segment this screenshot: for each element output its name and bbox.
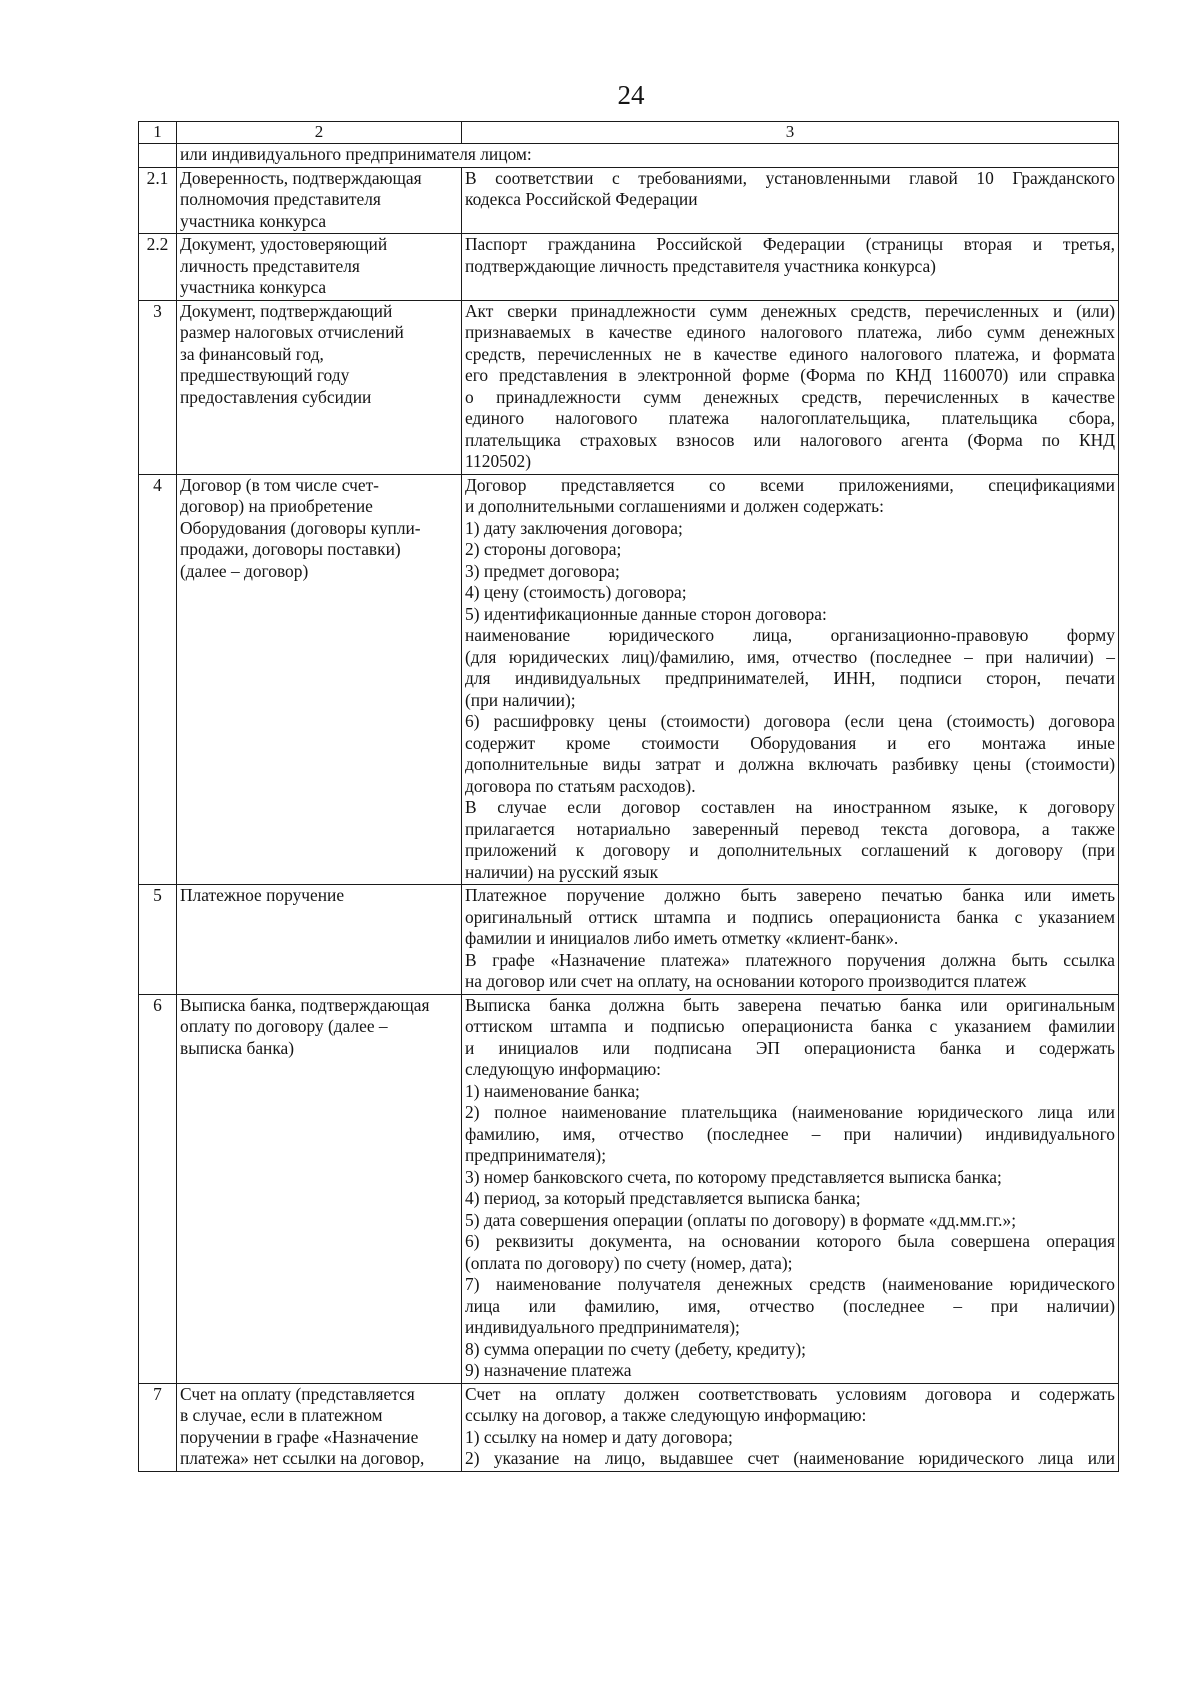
document-name-cell: [177, 167, 462, 234]
requirement-line: 4) цену (стоимость) договора;: [465, 582, 687, 602]
requirements-cell: [462, 234, 1119, 301]
table-row: [139, 167, 1119, 234]
document-name-line: за финансовый год,: [180, 343, 324, 364]
document-name-line: Договор (в том числе счет-: [180, 474, 379, 495]
requirement-line: (при наличии);: [465, 689, 576, 710]
document-name-line: Счет на оплату (представляется: [180, 1383, 415, 1404]
row-number: 2.2: [139, 234, 177, 301]
requirement-line: приложений к договору и дополнительных соглашений к договору (при: [465, 840, 1115, 860]
requirement-line: 5) дата совершения операции (оплаты по договору) в формате «дд.мм.гг.»;: [465, 1209, 1017, 1230]
requirement-line: единого налогового платежа налогоплательщика, плательщика сбора,: [465, 408, 1115, 428]
requirement-line: его представления в электронной форме (Форма по КНД 1160070) или справка: [465, 365, 1115, 385]
requirement-line: Счет на оплату должен соответствовать условиям договора и содержать: [465, 1383, 1115, 1404]
table-row: [139, 474, 1119, 885]
requirement-line: наименование юридического лица, организационно-правовую форму: [465, 625, 1115, 645]
document-name-cell: [177, 885, 462, 995]
requirements-cell: [462, 885, 1119, 995]
requirement-line: 2) полное наименование плательщика (наименование юридического лица или: [465, 1102, 1115, 1122]
document-name-line: Доверенность, подтверждающая: [180, 167, 422, 188]
document-name-line: Оборудования (договоры купли-: [180, 517, 421, 538]
requirement-line: подтверждающие личность представителя участника конкурса): [465, 255, 936, 276]
requirement-line: и дополнительными соглашениями и должен содержать:: [465, 496, 884, 516]
header-cell-3: 3: [462, 122, 1119, 144]
table-row: [139, 885, 1119, 995]
requirement-line: 2) стороны договора;: [465, 539, 622, 559]
row-number: 7: [139, 1383, 177, 1471]
requirement-line: фамилию, имя, отчество (последнее – при наличии) индивидуального: [465, 1123, 1115, 1144]
requirement-line: ссылку на договор, а также следующую информацию:: [465, 1405, 867, 1425]
document-name-line: участника конкурса: [180, 277, 327, 297]
requirements-cell: [462, 167, 1119, 234]
row-number: 6: [139, 994, 177, 1383]
requirements-cell: [462, 474, 1119, 885]
requirement-line: дополнительные виды затрат и должна включать разбивку цены (стоимости): [465, 754, 1115, 774]
continuation-row: [139, 144, 1119, 168]
requirement-line: 3) номер банковского счета, по которому представляется выписка банка;: [465, 1166, 1002, 1187]
document-name-line: (далее – договор): [180, 560, 309, 581]
document-name-line: продажи, договоры поставки): [180, 539, 401, 559]
document-name-line: договор) на приобретение: [180, 496, 373, 516]
requirement-line: 1) ссылку на номер и дату договора;: [465, 1426, 733, 1447]
document-name-line: выписка банка): [180, 1037, 295, 1058]
requirement-line: 1) наименование банка;: [465, 1080, 640, 1101]
requirement-line: договора по статьям расходов).: [465, 775, 696, 796]
requirement-line: В графе «Назначение платежа» платежного поручения должна быть ссылка: [465, 949, 1115, 970]
document-name-line: полномочия представителя: [180, 189, 381, 209]
requirement-line: В случае если договор составлен на иностранном языке, к договору: [465, 797, 1115, 817]
requirement-line: для индивидуальных предпринимателей, ИНН, подписи сторон, печати: [465, 668, 1115, 688]
document-name-line: предоставления субсидии: [180, 386, 372, 407]
document-name-line: Выписка банка, подтверждающая: [180, 994, 430, 1015]
document-name-line: Платежное поручение: [180, 885, 345, 905]
requirement-line: следующую информацию:: [465, 1059, 661, 1079]
documents-table: [138, 121, 1119, 1472]
header-cell-2: 2: [177, 122, 462, 144]
requirement-line: 8) сумма операции по счету (дебету, кредиту);: [465, 1338, 806, 1359]
requirement-line: (для юридических лиц)/фамилию, имя, отчество (последнее – при наличии) –: [465, 646, 1115, 667]
requirement-line: 3) предмет договора;: [465, 560, 620, 581]
requirement-line: 2) указание на лицо, выдавшее счет (наименование юридического лица или: [465, 1448, 1115, 1468]
requirement-line: признаваемых в качестве единого налогового платежа, либо сумм денежных: [465, 322, 1115, 342]
requirement-line: 1) дату заключения договора;: [465, 517, 683, 538]
requirement-line: 6) расшифровку цены (стоимости) договора (если цена (стоимость) договора: [465, 711, 1115, 731]
row-number: 4: [139, 474, 177, 885]
continuation-text: или индивидуального предпринимателя лицом:: [177, 144, 1119, 168]
row-number: 5: [139, 885, 177, 995]
document-name-line: Документ, удостоверяющий: [180, 234, 388, 254]
requirement-line: Выписка банка должна быть заверена печатью банка или оригинальным: [465, 994, 1115, 1015]
document-name-cell: [177, 300, 462, 474]
requirement-line: содержит кроме стоимости Оборудования и его монтажа иные: [465, 732, 1115, 753]
header-cell-1: 1: [139, 122, 177, 144]
row-number: 3: [139, 300, 177, 474]
document-name-line: в случае, если в платежном: [180, 1405, 383, 1425]
continuation-num-cell: [139, 144, 177, 168]
requirement-line: фамилии и инициалов либо иметь отметку «клиент-банк».: [465, 928, 899, 948]
requirement-line: и инициалов или подписана ЭП операциониста банка и содержать: [465, 1037, 1115, 1058]
requirement-line: лица или фамилию, имя, отчество (последнее – при наличии): [465, 1295, 1115, 1316]
requirement-line: 1120502): [465, 451, 532, 471]
document-name-cell: [177, 474, 462, 885]
requirement-line: плательщика страховых взносов или налогового агента (Форма по КНД: [465, 429, 1115, 450]
requirement-line: Паспорт гражданина Российской Федерации (страницы вторая и третья,: [465, 234, 1115, 254]
requirement-line: средств, перечисленных не в качестве единого налогового платежа, и формата: [465, 343, 1115, 364]
table-header-row: [139, 122, 1119, 144]
requirement-line: (оплата по договору) по счету (номер, дата);: [465, 1252, 793, 1273]
document-name-line: платежа» нет ссылки на договор,: [180, 1448, 425, 1468]
requirements-cell: [462, 994, 1119, 1383]
document-name-line: личность представителя: [180, 255, 360, 276]
document-name-line: размер налоговых отчислений: [180, 322, 404, 342]
requirement-line: Договор представляется со всеми приложениями, спецификациями: [465, 474, 1115, 495]
requirement-line: прилагается нотариально заверенный перевод текста договора, а также: [465, 818, 1115, 839]
requirement-line: на договор или счет на оплату, на основании которого производится платеж: [465, 971, 1027, 991]
requirement-line: 5) идентификационные данные сторон договора:: [465, 603, 827, 624]
table-row: [139, 1383, 1119, 1471]
requirement-line: о принадлежности сумм денежных средств, перечисленных в качестве: [465, 386, 1115, 407]
requirement-line: 9) назначение платежа: [465, 1360, 632, 1380]
document-name-line: Документ, подтверждающий: [180, 300, 393, 321]
requirement-line: оттиском штампа и подписью операциониста банка с указанием фамилии: [465, 1016, 1115, 1036]
requirement-line: кодекса Российской Федерации: [465, 189, 698, 209]
requirement-line: 7) наименование получателя денежных средств (наименование юридического: [465, 1274, 1115, 1294]
table-row: [139, 994, 1119, 1383]
requirement-line: индивидуального предпринимателя);: [465, 1317, 740, 1337]
requirement-line: Платежное поручение должно быть заверено печатью банка или иметь: [465, 885, 1115, 905]
requirement-line: предпринимателя);: [465, 1145, 607, 1165]
row-number: 2.1: [139, 167, 177, 234]
requirement-line: наличии) на русский язык: [465, 861, 659, 882]
requirement-line: 6) реквизиты документа, на основании которого была совершена операция: [465, 1231, 1115, 1251]
requirement-line: 4) период, за который представляется выписка банка;: [465, 1188, 861, 1208]
document-name-line: оплату по договору (далее –: [180, 1016, 388, 1036]
document-name-line: поручении в графе «Назначение: [180, 1426, 419, 1447]
document-name-cell: [177, 994, 462, 1383]
requirement-line: В соответствии с требованиями, установленными главой 10 Гражданского: [465, 167, 1115, 188]
requirement-line: Акт сверки принадлежности сумм денежных средств, перечисленных и (или): [465, 300, 1115, 321]
table-row: [139, 300, 1119, 474]
requirement-line: оригинальный оттиск штампа и подпись операциониста банка с указанием: [465, 906, 1115, 927]
document-name-cell: [177, 234, 462, 301]
requirements-cell: [462, 300, 1119, 474]
document-name-line: участника конкурса: [180, 210, 327, 231]
page-number: 24: [617, 80, 645, 110]
document-name-line: предшествующий году: [180, 365, 350, 385]
requirements-cell: [462, 1383, 1119, 1471]
document-name-cell: [177, 1383, 462, 1471]
table-row: [139, 234, 1119, 301]
